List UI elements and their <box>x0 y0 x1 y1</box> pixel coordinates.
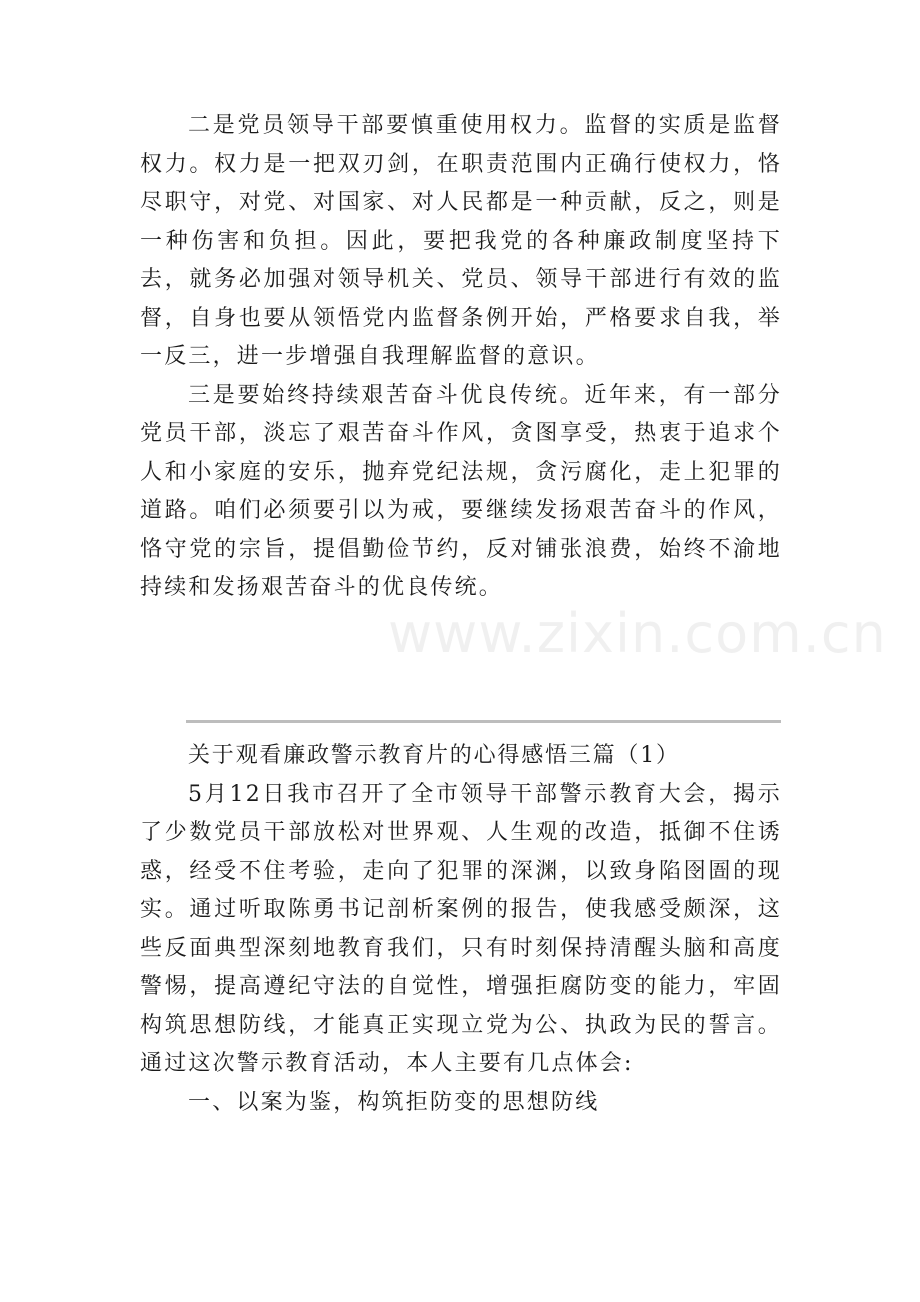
paragraph-hard-work-tradition: 三是要始终持续艰苦奋斗优良传统。近年来，有一部分党员干部，淡忘了艰苦奋斗作风，贪图享受，热衷于追求个人和小家庭的安乐，抛弃党纪法规，贪污腐化，走上犯罪的道路。咱们必须要引以为戒，要继续发扬艰苦奋斗的作风，恪守党的宗旨，提倡勤俭节约，反对铺张浪费，始终不渝地持续和发扬艰苦奋斗的优良传统。 <box>140 382 782 600</box>
paragraph-warning-conference: 5月12日我市召开了全市领导干部警示教育大会，揭示了少数党员干部放松对世界观、人生观的改造，抵御不住诱惑，经受不住考验，走向了犯罪的深渊，以致身陷囹圄的现实。通过听取陈勇书记剖析案例的报告，使我感受颇深，这些反面典型深刻地教育我们，只有时刻保持清醒头脑和高度警惕，提高遵纪守法的自觉性，增强拒腐防变的能力，牢固构筑思想防线，才能真正实现立党为公、执政为民的誓言。通过这次警示教育活动，本人主要有几点体会: <box>140 781 782 1076</box>
paragraph-power-supervision: 二是党员领导干部要慎重使用权力。监督的实质是监督权力。权力是一把双刃剑，在职责范围内正确行使权力，恪尽职守，对党、对国家、对人民都是一种贡献，反之，则是一种伤害和负担。因此，要把我党的各种廉政制度坚持下去，就务必加强对领导机关、党员、领导干部进行有效的监督，自身也要从领悟党内监督条例开始，严格要求自我，举一反三，进一步增强自我理解监督的意识。 <box>140 113 782 369</box>
paragraph-point-one: 一、以案为鉴，构筑拒防变的思想防线 <box>188 1089 600 1115</box>
section-divider <box>186 720 781 723</box>
text-section-bottom <box>140 737 782 1122</box>
text-section-top <box>140 107 782 608</box>
section-title: 关于观看廉政警示教育片的心得感悟三篇（1） <box>188 743 680 768</box>
site-watermark: www.zixin.com.cn <box>388 602 887 665</box>
